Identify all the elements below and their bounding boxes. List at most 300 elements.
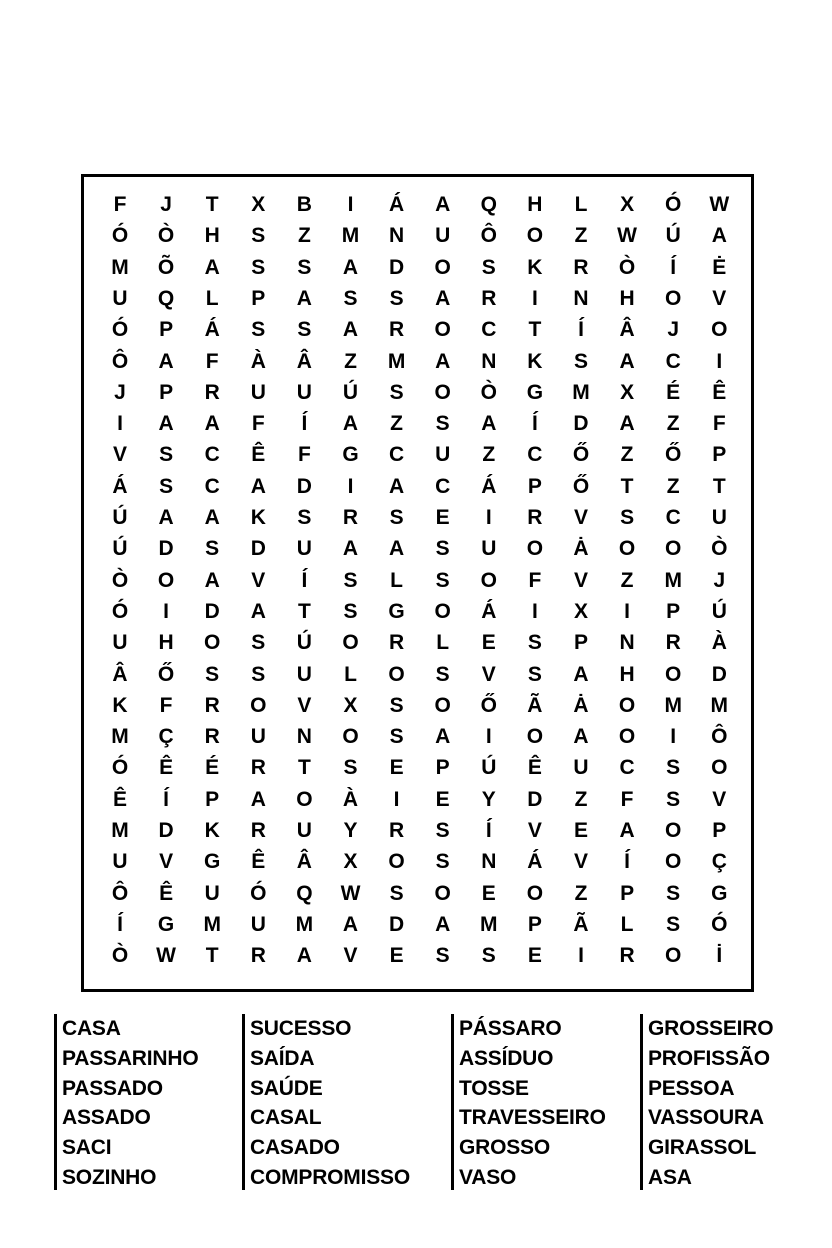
grid-letter[interactable]: A — [435, 349, 451, 373]
grid-letter[interactable]: S — [297, 255, 312, 279]
grid-letter[interactable]: O — [342, 725, 359, 749]
grid-letter[interactable]: I — [531, 599, 538, 623]
grid-letter[interactable]: Z — [574, 881, 588, 905]
grid-letter[interactable]: Í — [301, 412, 308, 436]
grid-letter[interactable]: S — [389, 881, 404, 905]
grid-letter[interactable]: S — [389, 380, 404, 404]
grid-letter[interactable]: T — [528, 318, 542, 342]
grid-letter[interactable]: F — [620, 787, 634, 811]
grid-letter[interactable]: A — [619, 819, 635, 842]
grid-letter[interactable]: D — [389, 912, 405, 936]
grid-letter[interactable]: E — [389, 944, 404, 968]
grid-letter[interactable]: M — [480, 912, 498, 936]
grid-letter[interactable]: S — [297, 506, 312, 529]
grid-letter[interactable]: O — [526, 725, 544, 749]
grid-letter[interactable]: Ô — [480, 224, 497, 248]
grid-letter[interactable]: C — [619, 756, 635, 780]
grid-letter[interactable]: F — [712, 412, 726, 436]
grid-letter[interactable]: K — [204, 819, 220, 842]
grid-letter[interactable]: Ê — [159, 756, 174, 780]
grid-letter[interactable]: D — [158, 819, 174, 842]
grid-letter[interactable]: Á — [389, 193, 405, 216]
grid-letter[interactable]: R — [250, 819, 266, 842]
grid-letter[interactable]: Ê — [712, 380, 727, 404]
grid-letter[interactable]: S — [435, 662, 450, 686]
grid-letter[interactable]: O — [434, 881, 451, 905]
grid-letter[interactable]: R — [204, 693, 220, 717]
grid-letter[interactable]: S — [435, 944, 450, 968]
grid-letter[interactable]: P — [205, 787, 220, 811]
grid-letter[interactable]: Ó — [711, 912, 728, 936]
grid-letter[interactable]: A — [250, 474, 266, 498]
grid-letter[interactable]: I — [117, 412, 123, 436]
grid-letter[interactable]: G — [388, 599, 405, 623]
grid-letter[interactable]: E — [389, 756, 404, 780]
grid-letter[interactable]: Y — [343, 819, 358, 842]
grid-letter[interactable]: A — [573, 725, 589, 749]
grid-letter[interactable]: E — [481, 631, 496, 655]
grid-letter[interactable]: W — [617, 224, 637, 248]
grid-letter[interactable]: S — [389, 725, 404, 749]
grid-letter[interactable]: P — [712, 819, 727, 842]
grid-letter[interactable]: V — [712, 787, 727, 811]
grid-letter[interactable]: S — [666, 756, 681, 780]
grid-letter[interactable]: K — [112, 693, 128, 717]
grid-letter[interactable]: E — [435, 506, 450, 529]
grid-letter[interactable]: Á — [112, 474, 128, 498]
grid-letter[interactable]: A — [342, 318, 359, 342]
grid-letter[interactable]: S — [343, 756, 358, 780]
grid-letter[interactable]: R — [250, 756, 266, 780]
grid-letter[interactable]: O — [388, 662, 405, 686]
grid-letter[interactable]: A — [711, 224, 727, 248]
grid-letter[interactable]: U — [112, 286, 128, 310]
grid-letter[interactable]: N — [296, 725, 312, 749]
grid-letter[interactable]: U — [481, 537, 497, 561]
grid-letter[interactable]: T — [297, 756, 311, 780]
grid-letter[interactable]: S — [159, 443, 174, 467]
grid-letter[interactable]: R — [204, 725, 220, 749]
grid-letter[interactable]: G — [711, 881, 728, 905]
grid-letter[interactable]: A — [435, 193, 451, 216]
grid-letter[interactable]: C — [204, 474, 220, 498]
grid-letter[interactable]: Ó — [111, 318, 129, 342]
grid-letter[interactable]: Ú — [342, 380, 359, 404]
grid-letter[interactable]: C — [665, 349, 681, 373]
grid-letter[interactable]: P — [573, 631, 588, 655]
grid-letter[interactable]: D — [250, 537, 266, 561]
grid-letter[interactable]: T — [620, 474, 634, 498]
grid-letter[interactable]: X — [620, 193, 635, 216]
grid-letter[interactable]: Z — [620, 568, 634, 592]
grid-letter[interactable]: T — [712, 474, 726, 498]
grid-letter[interactable]: N — [481, 349, 497, 373]
grid-letter[interactable]: Z — [574, 224, 588, 248]
grid-letter[interactable]: Z — [297, 224, 311, 248]
grid-letter[interactable]: S — [343, 568, 358, 592]
grid-letter[interactable]: Ó — [665, 193, 682, 216]
grid-letter[interactable]: Ã — [527, 693, 543, 717]
grid-letter[interactable]: İ — [716, 944, 723, 968]
grid-letter[interactable]: F — [205, 349, 219, 373]
grid-letter[interactable]: V — [527, 819, 542, 842]
grid-letter[interactable]: Ò — [711, 537, 728, 561]
grid-letter[interactable]: Ő — [572, 474, 590, 498]
grid-letter[interactable]: A — [204, 506, 220, 529]
grid-letter[interactable]: A — [158, 349, 174, 373]
grid-letter[interactable]: E — [481, 881, 496, 905]
grid-letter[interactable]: O — [711, 756, 728, 780]
grid-letter[interactable]: Â — [296, 850, 312, 874]
grid-letter[interactable]: R — [204, 380, 220, 404]
grid-letter[interactable]: S — [389, 693, 404, 717]
grid-letter[interactable]: U — [204, 881, 220, 905]
grid-letter[interactable]: R — [481, 286, 497, 310]
grid-letter[interactable]: L — [390, 568, 403, 592]
grid-letter[interactable]: G — [204, 850, 221, 874]
grid-letter[interactable]: P — [666, 599, 681, 623]
grid-letter[interactable]: Ú — [112, 537, 128, 561]
grid-letter[interactable]: G — [526, 380, 544, 404]
grid-letter[interactable]: J — [114, 380, 126, 404]
grid-letter[interactable]: Í — [117, 912, 123, 936]
grid-letter[interactable]: L — [344, 662, 357, 686]
grid-letter[interactable]: V — [481, 662, 496, 686]
grid-letter[interactable]: S — [251, 255, 266, 279]
grid-letter[interactable]: P — [527, 474, 542, 498]
grid-letter[interactable]: Ė — [712, 255, 727, 279]
grid-letter[interactable]: H — [204, 224, 220, 248]
grid-letter[interactable]: Ò — [111, 568, 129, 592]
grid-letter[interactable]: D — [204, 599, 220, 623]
grid-letter[interactable]: V — [573, 506, 588, 529]
grid-letter[interactable]: R — [389, 819, 405, 842]
grid-letter[interactable]: É — [666, 380, 681, 404]
grid-letter[interactable]: Í — [301, 568, 308, 592]
grid-letter[interactable]: W — [709, 193, 730, 216]
grid-letter[interactable]: Ȧ — [573, 693, 589, 717]
grid-letter[interactable]: T — [297, 599, 311, 623]
grid-letter[interactable]: Á — [527, 850, 543, 874]
grid-letter[interactable]: Ò — [111, 944, 129, 968]
grid-letter[interactable]: B — [296, 193, 312, 216]
grid-letter[interactable]: U — [296, 662, 312, 686]
grid-letter[interactable]: M — [710, 693, 729, 717]
grid-letter[interactable]: I — [531, 286, 538, 310]
grid-letter[interactable]: U — [296, 537, 312, 561]
grid-letter[interactable]: X — [343, 850, 358, 874]
grid-letter[interactable]: S — [666, 912, 681, 936]
grid-letter[interactable]: S — [251, 631, 266, 655]
grid-letter[interactable]: Q — [480, 193, 497, 216]
grid-letter[interactable]: S — [343, 286, 358, 310]
grid-letter[interactable]: I — [163, 599, 170, 623]
grid-letter[interactable]: Í — [485, 819, 492, 842]
grid-letter[interactable]: Í — [624, 850, 631, 874]
grid-letter[interactable]: Ó — [111, 756, 129, 780]
grid-letter[interactable]: S — [159, 474, 174, 498]
grid-letter[interactable]: Ó — [250, 881, 267, 905]
grid-letter[interactable]: S — [435, 819, 450, 842]
grid-letter[interactable]: C — [527, 443, 543, 467]
grid-letter[interactable]: Â — [112, 662, 128, 686]
grid-letter[interactable]: Ç — [158, 725, 174, 749]
grid-letter[interactable]: V — [159, 850, 174, 874]
grid-letter[interactable]: S — [435, 568, 450, 592]
grid-letter[interactable]: S — [666, 881, 681, 905]
grid-letter[interactable]: E — [573, 819, 588, 842]
grid-letter[interactable]: A — [389, 537, 405, 561]
grid-letter[interactable]: Â — [619, 318, 635, 342]
grid-letter[interactable]: Í — [163, 787, 170, 811]
grid-letter[interactable]: A — [158, 412, 174, 436]
grid-letter[interactable]: O — [480, 568, 497, 592]
grid-letter[interactable]: S — [251, 224, 266, 248]
grid-letter[interactable]: S — [389, 286, 404, 310]
grid-letter[interactable]: Ê — [112, 787, 127, 811]
grid-letter[interactable]: X — [343, 693, 358, 717]
grid-letter[interactable]: U — [296, 819, 312, 842]
grid-letter[interactable]: P — [620, 881, 635, 905]
grid-letter[interactable]: I — [393, 787, 400, 811]
grid-letter[interactable]: O — [665, 850, 682, 874]
grid-letter[interactable]: R — [389, 318, 405, 342]
grid-letter[interactable]: I — [578, 944, 584, 968]
grid-letter[interactable]: I — [347, 193, 354, 216]
grid-letter[interactable]: S — [251, 318, 266, 342]
grid-letter[interactable]: Z — [482, 443, 496, 467]
grid-letter[interactable]: H — [619, 662, 635, 686]
grid-letter[interactable]: S — [666, 787, 681, 811]
grid-letter[interactable]: T — [205, 193, 219, 216]
grid-letter[interactable]: Ò — [618, 255, 636, 279]
grid-letter[interactable]: V — [251, 568, 266, 592]
grid-letter[interactable]: N — [389, 224, 405, 248]
grid-letter[interactable]: Ő — [665, 443, 682, 467]
grid-letter[interactable]: M — [664, 693, 682, 717]
grid-letter[interactable]: M — [111, 725, 129, 749]
grid-letter[interactable]: P — [712, 443, 727, 467]
grid-letter[interactable]: O — [157, 568, 175, 592]
grid-letter[interactable]: H — [619, 286, 635, 310]
grid-letter[interactable]: W — [340, 881, 361, 905]
grid-letter[interactable]: J — [160, 193, 172, 216]
grid-letter[interactable]: A — [204, 412, 220, 436]
grid-letter[interactable]: O — [618, 693, 636, 717]
grid-letter[interactable]: O — [296, 787, 313, 811]
grid-letter[interactable]: J — [667, 318, 680, 342]
grid-letter[interactable]: Ó — [111, 224, 129, 248]
grid-letter[interactable]: S — [620, 506, 635, 529]
grid-letter[interactable]: Á — [481, 474, 497, 498]
grid-letter[interactable]: F — [297, 443, 311, 467]
grid-letter[interactable]: S — [527, 631, 542, 655]
grid-letter[interactable]: Ú — [112, 506, 128, 529]
grid-letter[interactable]: Z — [620, 443, 634, 467]
grid-letter[interactable]: C — [389, 443, 405, 467]
grid-letter[interactable]: K — [527, 349, 543, 373]
grid-letter[interactable]: Á — [481, 599, 497, 623]
grid-letter[interactable]: O — [434, 693, 451, 717]
grid-letter[interactable]: J — [713, 568, 726, 592]
grid-letter[interactable]: Ő — [157, 662, 175, 686]
grid-letter[interactable]: R — [250, 944, 266, 968]
grid-letter[interactable]: F — [251, 412, 265, 436]
grid-letter[interactable]: S — [435, 537, 450, 561]
grid-letter[interactable]: O — [711, 318, 728, 342]
grid-letter[interactable]: M — [111, 819, 129, 842]
grid-letter[interactable]: C — [435, 474, 451, 498]
grid-letter[interactable]: A — [158, 506, 174, 529]
grid-letter[interactable]: X — [573, 599, 588, 623]
grid-letter[interactable]: A — [296, 944, 312, 968]
grid-letter[interactable]: S — [343, 599, 358, 623]
grid-letter[interactable]: A — [389, 474, 405, 498]
grid-letter[interactable]: Í — [531, 412, 538, 436]
grid-letter[interactable]: F — [159, 693, 173, 717]
grid-letter[interactable]: O — [665, 286, 682, 310]
grid-letter[interactable]: U — [435, 443, 451, 467]
grid-letter[interactable]: A — [250, 787, 266, 811]
grid-letter[interactable]: L — [436, 631, 450, 655]
grid-letter[interactable]: M — [111, 255, 129, 279]
grid-letter[interactable]: D — [711, 662, 727, 686]
grid-letter[interactable]: Z — [344, 349, 357, 373]
grid-letter[interactable]: U — [435, 224, 451, 248]
grid-letter[interactable]: O — [342, 631, 359, 655]
grid-letter[interactable]: N — [573, 286, 589, 310]
grid-letter[interactable]: S — [205, 537, 220, 561]
grid-letter[interactable]: A — [573, 662, 589, 686]
grid-letter[interactable]: I — [485, 725, 492, 749]
grid-letter[interactable]: O — [526, 537, 544, 561]
grid-letter[interactable]: R — [573, 255, 589, 279]
grid-letter[interactable]: P — [527, 912, 542, 936]
grid-letter[interactable]: A — [204, 255, 220, 279]
grid-letter[interactable]: Á — [204, 318, 220, 342]
grid-letter[interactable]: S — [251, 662, 266, 686]
grid-letter[interactable]: U — [296, 380, 312, 404]
grid-letter[interactable]: X — [620, 380, 635, 404]
grid-letter[interactable]: S — [573, 349, 588, 373]
grid-letter[interactable]: H — [158, 631, 174, 655]
grid-letter[interactable]: Ê — [527, 756, 542, 780]
grid-letter[interactable]: P — [435, 756, 450, 780]
grid-letter[interactable]: O — [526, 881, 544, 905]
grid-letter[interactable]: R — [342, 506, 359, 529]
grid-letter[interactable]: Ú — [665, 224, 681, 248]
grid-letter[interactable]: Ç — [711, 850, 727, 874]
grid-letter[interactable]: A — [619, 349, 635, 373]
grid-letter[interactable]: A — [435, 725, 451, 749]
grid-letter[interactable]: I — [716, 349, 723, 373]
grid-letter[interactable]: A — [342, 412, 359, 436]
grid-letter[interactable]: S — [389, 506, 404, 529]
grid-letter[interactable]: E — [435, 787, 450, 811]
grid-letter[interactable]: D — [527, 787, 543, 811]
grid-letter[interactable]: C — [204, 443, 220, 467]
grid-letter[interactable]: W — [156, 944, 176, 968]
grid-letter[interactable]: O — [434, 599, 451, 623]
grid-letter[interactable]: M — [341, 224, 360, 248]
grid-letter[interactable]: V — [712, 286, 727, 310]
grid-letter[interactable]: D — [296, 474, 312, 498]
grid-letter[interactable]: Ô — [111, 349, 129, 373]
grid-letter[interactable]: V — [343, 944, 358, 968]
grid-letter[interactable]: Ò — [480, 380, 497, 404]
grid-letter[interactable]: O — [618, 725, 636, 749]
grid-letter[interactable]: O — [388, 850, 405, 874]
grid-letter[interactable]: Ú — [711, 599, 727, 623]
grid-letter[interactable]: Z — [574, 787, 588, 811]
grid-letter[interactable]: G — [157, 912, 175, 936]
grid-letter[interactable]: O — [526, 224, 544, 248]
grid-letter[interactable]: Â — [296, 349, 312, 373]
grid-letter[interactable]: Ò — [157, 224, 175, 248]
grid-letter[interactable]: F — [113, 193, 127, 216]
grid-letter[interactable]: O — [434, 318, 451, 342]
grid-letter[interactable]: À — [250, 349, 266, 373]
grid-letter[interactable]: Ô — [711, 725, 728, 749]
grid-letter[interactable]: L — [574, 193, 588, 216]
grid-letter[interactable]: Q — [296, 881, 313, 905]
grid-letter[interactable]: Ê — [251, 850, 266, 874]
grid-letter[interactable]: I — [624, 599, 631, 623]
grid-letter[interactable]: O — [250, 693, 267, 717]
grid-letter[interactable]: H — [527, 193, 543, 216]
grid-letter[interactable]: N — [481, 850, 497, 874]
grid-letter[interactable]: V — [573, 568, 588, 592]
grid-letter[interactable]: F — [528, 568, 542, 592]
grid-letter[interactable]: D — [573, 412, 589, 436]
grid-letter[interactable]: Í — [670, 255, 677, 279]
grid-letter[interactable]: Q — [157, 286, 175, 310]
grid-letter[interactable]: U — [250, 725, 266, 749]
grid-letter[interactable]: S — [435, 412, 450, 436]
grid-letter[interactable]: R — [389, 631, 405, 655]
grid-letter[interactable]: V — [297, 693, 312, 717]
grid-letter[interactable]: Ő — [572, 443, 590, 467]
grid-letter[interactable]: M — [664, 568, 682, 592]
grid-letter[interactable]: A — [435, 286, 451, 310]
grid-letter[interactable]: M — [295, 912, 314, 936]
grid-letter[interactable]: A — [481, 412, 497, 436]
grid-letter[interactable]: C — [481, 318, 497, 342]
grid-letter[interactable]: M — [387, 349, 406, 373]
grid-letter[interactable]: S — [481, 944, 496, 968]
grid-letter[interactable]: G — [342, 443, 359, 467]
grid-letter[interactable]: E — [527, 944, 542, 968]
grid-letter[interactable]: P — [159, 318, 174, 342]
grid-letter[interactable]: L — [205, 286, 219, 310]
grid-letter[interactable]: N — [619, 631, 635, 655]
grid-letter[interactable]: V — [573, 850, 588, 874]
grid-letter[interactable]: Ő — [480, 693, 497, 717]
grid-letter[interactable]: O — [618, 537, 636, 561]
grid-letter[interactable]: Ú — [481, 756, 497, 780]
grid-letter[interactable]: D — [389, 255, 405, 279]
grid-letter[interactable]: S — [435, 850, 450, 874]
grid-letter[interactable]: R — [527, 506, 543, 529]
grid-letter[interactable]: Z — [390, 412, 403, 436]
grid-letter[interactable]: R — [665, 631, 681, 655]
grid-letter[interactable]: D — [158, 537, 174, 561]
grid-letter[interactable]: A — [342, 255, 359, 279]
grid-letter[interactable]: Ê — [251, 443, 266, 467]
grid-letter[interactable]: U — [112, 631, 128, 655]
grid-letter[interactable]: A — [342, 912, 359, 936]
grid-letter[interactable]: U — [112, 850, 128, 874]
